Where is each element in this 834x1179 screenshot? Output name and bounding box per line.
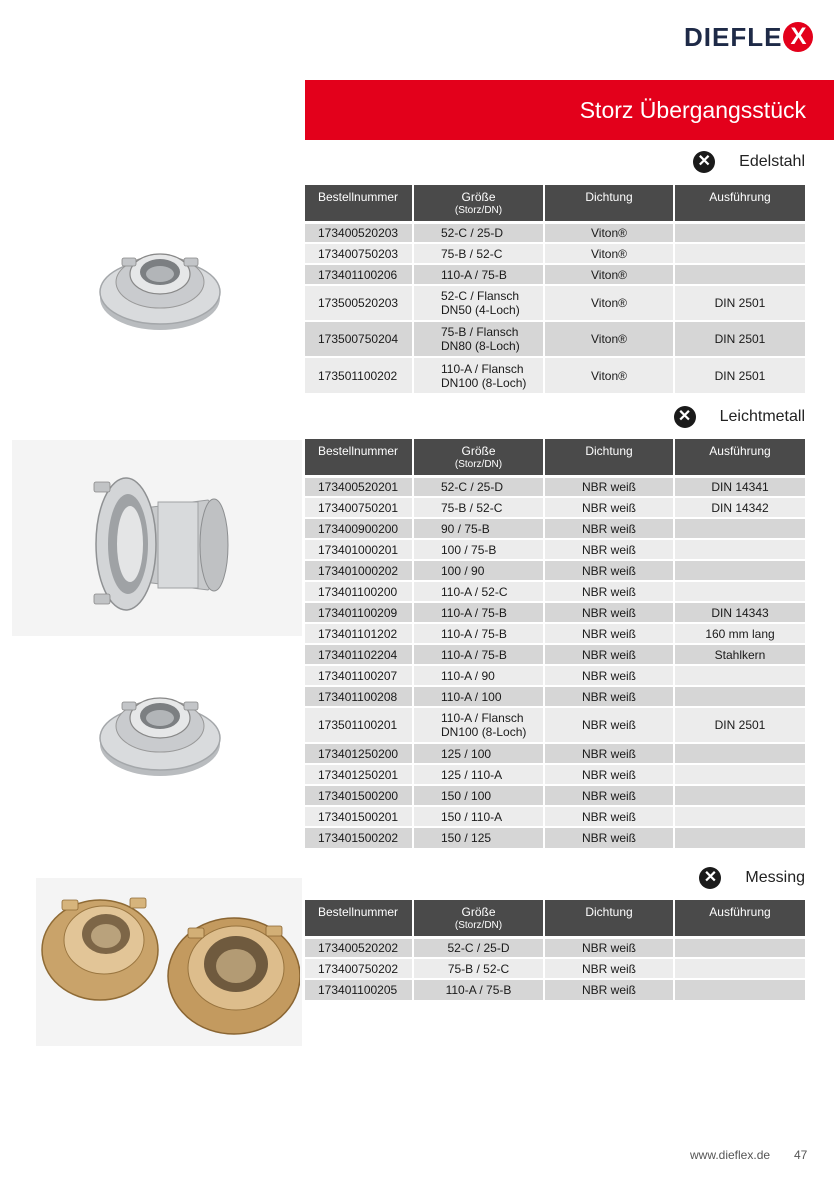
table-row <box>305 222 805 243</box>
cell-bestellnummer: 173401100206 <box>305 264 413 285</box>
cell-ausfuehrung <box>674 827 805 848</box>
cell-groesse <box>413 785 544 806</box>
header-dichtung: Dichtung <box>544 900 674 937</box>
cell-ausfuehrung <box>674 979 805 1000</box>
cell-groesse-line1: 100 / 75-B <box>441 542 497 557</box>
table-row <box>305 958 805 979</box>
cell-bestellnummer: 173401100207 <box>305 665 413 686</box>
header-dichtung: Dichtung <box>544 439 674 476</box>
cell-groesse-line1: 75-B / 52-C <box>441 500 503 515</box>
cell-groesse-line2: DN50 (4-Loch) <box>441 303 520 317</box>
cell-dichtung: Viton® <box>544 222 674 243</box>
cell-bestellnummer: 173401250201 <box>305 764 413 785</box>
cell-bestellnummer: 173400520203 <box>305 222 413 243</box>
cell-bestellnummer: 173401500202 <box>305 827 413 848</box>
cell-groesse <box>413 518 544 539</box>
cell-groesse-line1: 90 / 75-B <box>441 521 490 536</box>
cell-ausfuehrung <box>674 785 805 806</box>
cell-groesse-line2: DN80 (8-Loch) <box>441 339 520 353</box>
cell-groesse <box>413 285 544 321</box>
cell-groesse-line1: 110-A / 75-B <box>441 626 507 641</box>
section-label: Leichtmetall <box>719 408 805 425</box>
table-row <box>305 581 805 602</box>
table-row <box>305 785 805 806</box>
cell-bestellnummer: 173401000202 <box>305 560 413 581</box>
cell-bestellnummer: 173401102204 <box>305 644 413 665</box>
cell-ausfuehrung <box>674 806 805 827</box>
table-header-row <box>305 900 805 937</box>
table-header-row <box>305 439 805 476</box>
cell-ausfuehrung: DIN 2501 <box>674 357 805 393</box>
cell-groesse-line1: 110-A / 75-B <box>441 605 507 620</box>
cell-dichtung: NBR weiß <box>544 581 674 602</box>
cell-groesse <box>413 623 544 644</box>
cell-groesse-line1: 100 / 90 <box>441 563 485 578</box>
header-groesse-label: Größe <box>461 190 496 204</box>
table-row <box>305 602 805 623</box>
table-header-row <box>305 185 805 222</box>
x-circle-icon: ✕ <box>693 151 715 173</box>
header-bestellnummer: Bestellnummer <box>305 185 413 222</box>
cell-groesse-line1: 75-B / 52-C <box>441 246 503 261</box>
cell-ausfuehrung <box>674 560 805 581</box>
cell-groesse-line1: 110-A / Flansch <box>441 361 524 376</box>
cell-groesse <box>413 264 544 285</box>
header-groesse-label: Größe <box>461 905 496 919</box>
cell-groesse <box>413 764 544 785</box>
cell-dichtung: Viton® <box>544 321 674 357</box>
header-groesse-sub: (Storz/DN) <box>454 459 503 470</box>
cell-dichtung: NBR weiß <box>544 602 674 623</box>
cell-groesse-line1: 52-C / 25-D <box>447 940 510 955</box>
table-row <box>305 979 805 1000</box>
page-title: Storz Übergangsstück <box>579 97 806 123</box>
cell-bestellnummer: 173400750201 <box>305 497 413 518</box>
cell-dichtung: NBR weiß <box>544 665 674 686</box>
cell-bestellnummer: 173400750202 <box>305 958 413 979</box>
title-banner <box>305 80 834 140</box>
cell-ausfuehrung <box>674 937 805 958</box>
cell-groesse <box>413 357 544 393</box>
table-row <box>305 357 805 393</box>
cell-dichtung: Viton® <box>544 243 674 264</box>
cell-groesse-line1: 75-B / Flansch <box>441 325 519 339</box>
table-row <box>305 665 805 686</box>
product-image-edelstahl <box>98 236 222 334</box>
cell-ausfuehrung: DIN 2501 <box>674 321 805 357</box>
header-groesse <box>413 900 544 937</box>
header-bestellnummer: Bestellnummer <box>305 900 413 937</box>
section-label: Edelstahl <box>739 153 805 170</box>
cell-bestellnummer: 173501100202 <box>305 357 413 393</box>
cell-dichtung: Viton® <box>544 264 674 285</box>
cell-dichtung: NBR weiß <box>544 958 674 979</box>
cell-ausfuehrung <box>674 518 805 539</box>
cell-groesse <box>413 743 544 764</box>
header-groesse-sub: (Storz/DN) <box>454 920 503 931</box>
cell-groesse <box>413 665 544 686</box>
cell-dichtung: NBR weiß <box>544 644 674 665</box>
cell-groesse-line1: 52-C / Flansch <box>441 289 520 303</box>
table-row <box>305 476 805 497</box>
table-row <box>305 623 805 644</box>
cell-groesse-line1: 52-C / 25-D <box>441 479 504 494</box>
header-ausfuehrung: Ausführung <box>674 439 805 476</box>
table-row <box>305 285 805 321</box>
cell-groesse <box>413 644 544 665</box>
cell-groesse <box>413 686 544 707</box>
section-heading-edelstahl <box>693 150 805 174</box>
cell-ausfuehrung <box>674 222 805 243</box>
cell-groesse-line1: 150 / 110-A <box>441 809 503 824</box>
cell-dichtung: NBR weiß <box>544 623 674 644</box>
table-row <box>305 518 805 539</box>
cell-dichtung: NBR weiß <box>544 497 674 518</box>
table-row <box>305 497 805 518</box>
cell-bestellnummer: 173401100200 <box>305 581 413 602</box>
cell-ausfuehrung <box>674 539 805 560</box>
cell-groesse-line2: DN100 (8-Loch) <box>441 375 527 390</box>
cell-groesse <box>413 476 544 497</box>
table-row <box>305 743 805 764</box>
page-number: 47 <box>794 1148 808 1162</box>
cell-dichtung: NBR weiß <box>544 785 674 806</box>
cell-bestellnummer: 173400750203 <box>305 243 413 264</box>
cell-ausfuehrung: DIN 2501 <box>674 707 805 743</box>
header-ausfuehrung: Ausführung <box>674 900 805 937</box>
header-groesse <box>413 439 544 476</box>
cell-groesse-line1: 52-C / 25-D <box>441 225 504 240</box>
table-leichtmetall <box>305 439 805 848</box>
table-edelstahl <box>305 185 805 393</box>
cell-bestellnummer: 173401500201 <box>305 806 413 827</box>
cell-bestellnummer: 173400520201 <box>305 476 413 497</box>
cell-ausfuehrung <box>674 243 805 264</box>
table-row <box>305 937 805 958</box>
table-row <box>305 321 805 357</box>
product-image-leichtmetall-short <box>98 680 222 780</box>
table-row <box>305 764 805 785</box>
cell-groesse-line1: 150 / 125 <box>441 831 492 845</box>
cell-ausfuehrung <box>674 581 805 602</box>
cell-dichtung: NBR weiß <box>544 476 674 497</box>
table-messing <box>305 900 805 1000</box>
cell-groesse-line1: 110-A / Flansch <box>441 711 524 725</box>
table-row <box>305 707 805 743</box>
cell-ausfuehrung: DIN 14343 <box>674 602 805 623</box>
cell-groesse-line1: 150 / 100 <box>441 788 492 803</box>
section-heading-leichtmetall <box>674 405 805 429</box>
section-label: Messing <box>745 869 805 886</box>
header-ausfuehrung: Ausführung <box>674 185 805 222</box>
cell-groesse <box>413 222 544 243</box>
cell-groesse-line1: 110-A / 75-B <box>441 647 507 662</box>
x-circle-icon: ✕ <box>699 867 721 889</box>
cell-groesse <box>413 539 544 560</box>
product-image-messing <box>38 884 300 1040</box>
product-image-leichtmetall-long <box>88 470 238 618</box>
header-groesse-sub: (Storz/DN) <box>454 205 503 216</box>
brand-x-icon: X <box>783 22 813 52</box>
cell-ausfuehrung: DIN 14342 <box>674 497 805 518</box>
cell-bestellnummer: 173401250200 <box>305 743 413 764</box>
cell-dichtung: NBR weiß <box>544 518 674 539</box>
table-row <box>305 686 805 707</box>
cell-groesse <box>413 937 544 958</box>
section-heading-messing <box>699 866 805 890</box>
cell-groesse <box>413 560 544 581</box>
table-row <box>305 806 805 827</box>
header-dichtung: Dichtung <box>544 185 674 222</box>
x-circle-icon: ✕ <box>674 406 696 428</box>
cell-bestellnummer: 173401500200 <box>305 785 413 806</box>
table-row <box>305 243 805 264</box>
brand-name: DIEFLE <box>684 22 783 52</box>
header-groesse-label: Größe <box>461 444 496 458</box>
cell-groesse <box>413 707 544 743</box>
cell-bestellnummer: 173500750204 <box>305 321 413 357</box>
cell-dichtung: NBR weiß <box>544 827 674 848</box>
cell-ausfuehrung: 160 mm lang <box>674 623 805 644</box>
table-row <box>305 539 805 560</box>
cell-bestellnummer: 173401101202 <box>305 623 413 644</box>
brand-logo <box>684 22 813 52</box>
cell-dichtung: NBR weiß <box>544 707 674 743</box>
cell-bestellnummer: 173401100205 <box>305 979 413 1000</box>
cell-bestellnummer: 173401100209 <box>305 602 413 623</box>
cell-ausfuehrung <box>674 686 805 707</box>
cell-dichtung: NBR weiß <box>544 764 674 785</box>
cell-ausfuehrung: DIN 2501 <box>674 285 805 321</box>
cell-dichtung: NBR weiß <box>544 937 674 958</box>
cell-groesse <box>413 958 544 979</box>
cell-groesse <box>413 806 544 827</box>
table-row <box>305 560 805 581</box>
cell-ausfuehrung <box>674 958 805 979</box>
cell-dichtung: Viton® <box>544 357 674 393</box>
cell-bestellnummer: 173400520202 <box>305 937 413 958</box>
cell-groesse <box>413 602 544 623</box>
cell-groesse-line1: 125 / 100 <box>441 746 492 761</box>
footer-website: www.dieflex.de <box>690 1148 771 1162</box>
cell-bestellnummer: 173401100208 <box>305 686 413 707</box>
header-bestellnummer: Bestellnummer <box>305 439 413 476</box>
table-row <box>305 644 805 665</box>
cell-groesse-line1: 110-A / 52-C <box>441 584 508 599</box>
cell-ausfuehrung: Stahlkern <box>674 644 805 665</box>
cell-bestellnummer: 173501100201 <box>305 707 413 743</box>
cell-groesse-line1: 125 / 110-A <box>441 767 503 782</box>
cell-dichtung: NBR weiß <box>544 806 674 827</box>
cell-groesse <box>413 581 544 602</box>
cell-ausfuehrung <box>674 743 805 764</box>
cell-ausfuehrung <box>674 264 805 285</box>
cell-dichtung: NBR weiß <box>544 539 674 560</box>
cell-groesse <box>413 243 544 264</box>
cell-dichtung: NBR weiß <box>544 560 674 581</box>
cell-dichtung: NBR weiß <box>544 979 674 1000</box>
cell-groesse-line1: 110-A / 90 <box>441 668 495 683</box>
table-row <box>305 264 805 285</box>
cell-bestellnummer: 173500520203 <box>305 285 413 321</box>
cell-groesse <box>413 827 544 848</box>
cell-groesse-line2: DN100 (8-Loch) <box>441 725 527 739</box>
cell-groesse-line1: 110-A / 75-B <box>445 983 512 997</box>
cell-dichtung: Viton® <box>544 285 674 321</box>
cell-groesse <box>413 979 544 1000</box>
cell-bestellnummer: 173401000201 <box>305 539 413 560</box>
cell-dichtung: NBR weiß <box>544 686 674 707</box>
cell-groesse-line1: 110-A / 75-B <box>441 267 507 282</box>
cell-groesse <box>413 497 544 518</box>
cell-ausfuehrung <box>674 665 805 686</box>
cell-groesse <box>413 321 544 357</box>
header-groesse <box>413 185 544 222</box>
cell-groesse-line1: 110-A / 100 <box>441 689 502 704</box>
table-row <box>305 827 805 848</box>
cell-bestellnummer: 173400900200 <box>305 518 413 539</box>
cell-ausfuehrung: DIN 14341 <box>674 476 805 497</box>
cell-groesse-line1: 75-B / 52-C <box>447 961 510 976</box>
cell-dichtung: NBR weiß <box>544 743 674 764</box>
cell-ausfuehrung <box>674 764 805 785</box>
